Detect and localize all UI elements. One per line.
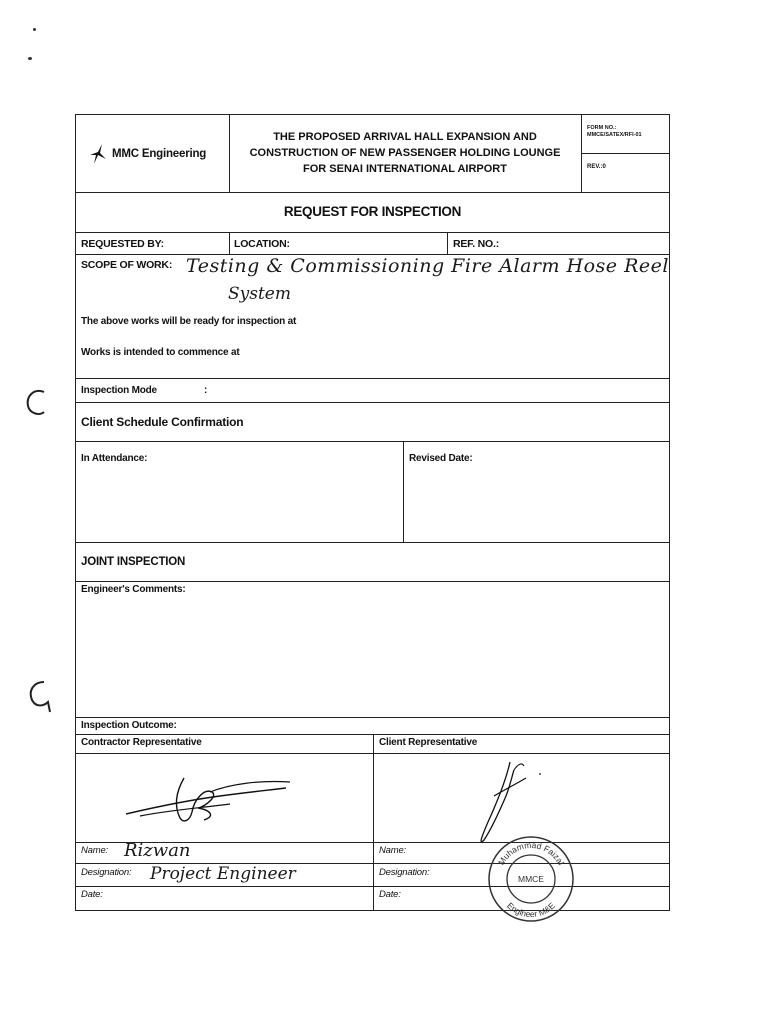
engineers-comments-label: Engineer's Comments:	[81, 584, 186, 595]
logo-text: MMC Engineering	[112, 148, 207, 160]
contractor-name-handwritten: Rizwan	[124, 840, 191, 861]
stamp-center-text: MMCE	[518, 874, 544, 884]
client-name-label: Name:	[379, 845, 406, 856]
client-schedule-label: Client Schedule Confirmation	[81, 415, 244, 429]
punch-hole-mark	[24, 386, 52, 420]
in-attendance-label: In Attendance:	[81, 453, 148, 464]
scope-of-work-label: SCOPE OF WORK:	[81, 259, 173, 271]
intended-commence-label: Works is intended to commence at	[81, 347, 240, 358]
svg-text:Muhammad Faizal	[496, 840, 566, 867]
company-stamp	[486, 834, 576, 924]
revision: REV.:0	[587, 164, 606, 170]
form-title: REQUEST FOR INSPECTION	[283, 204, 462, 219]
inspection-mode-label: Inspection Mode	[81, 385, 157, 396]
contractor-signature	[120, 770, 300, 830]
punch-hole-mark	[26, 678, 56, 716]
form-no-label: FORM NO.:	[587, 125, 617, 131]
form-no-value: MMCE/SATEX/RFI-01	[587, 132, 642, 138]
project-title-line: THE PROPOSED ARRIVAL HALL EXPANSION AND	[273, 131, 537, 143]
location-label: LOCATION:	[234, 238, 290, 250]
contractor-designation-label: Designation:	[81, 867, 132, 878]
scan-speck	[33, 28, 36, 31]
joint-inspection-label: JOINT INSPECTION	[81, 556, 186, 568]
client-rep-label: Client Representative	[379, 737, 478, 748]
stamp-ring-top-text: Muhammad Faizal	[495, 839, 567, 867]
requested-by-label: REQUESTED BY:	[81, 238, 164, 250]
inspection-outcome-label: Inspection Outcome:	[81, 720, 177, 731]
contractor-name-label: Name:	[81, 845, 108, 856]
project-title-line: FOR SENAI INTERNATIONAL AIRPORT	[303, 163, 507, 175]
contractor-date-label: Date:	[81, 889, 103, 900]
scope-handwritten-line2: System	[228, 284, 291, 304]
contractor-rep-label: Contractor Representative	[81, 737, 202, 748]
mmc-logo-icon	[88, 143, 108, 165]
project-title-line: CONSTRUCTION OF NEW PASSENGER HOLDING LOUNGE	[249, 147, 561, 159]
inspection-mode-colon: :	[204, 385, 208, 396]
revised-date-label: Revised Date:	[409, 453, 473, 464]
contractor-designation-handwritten: Project Engineer	[150, 864, 296, 884]
stamp-ring-bottom-text: Engineer M&E	[505, 900, 557, 920]
scan-speck	[28, 57, 32, 60]
scope-handwritten: Testing & Commissioning Fire Alarm Hose Reel	[186, 255, 669, 277]
ref-no-label: REF. NO.:	[453, 238, 500, 250]
form-number	[587, 125, 642, 139]
ready-for-inspection-label: The above works will be ready for inspection at	[81, 316, 297, 327]
client-designation-label: Designation:	[379, 867, 430, 878]
company-logo	[88, 143, 206, 165]
project-title	[229, 114, 581, 192]
client-date-label: Date:	[379, 889, 401, 900]
